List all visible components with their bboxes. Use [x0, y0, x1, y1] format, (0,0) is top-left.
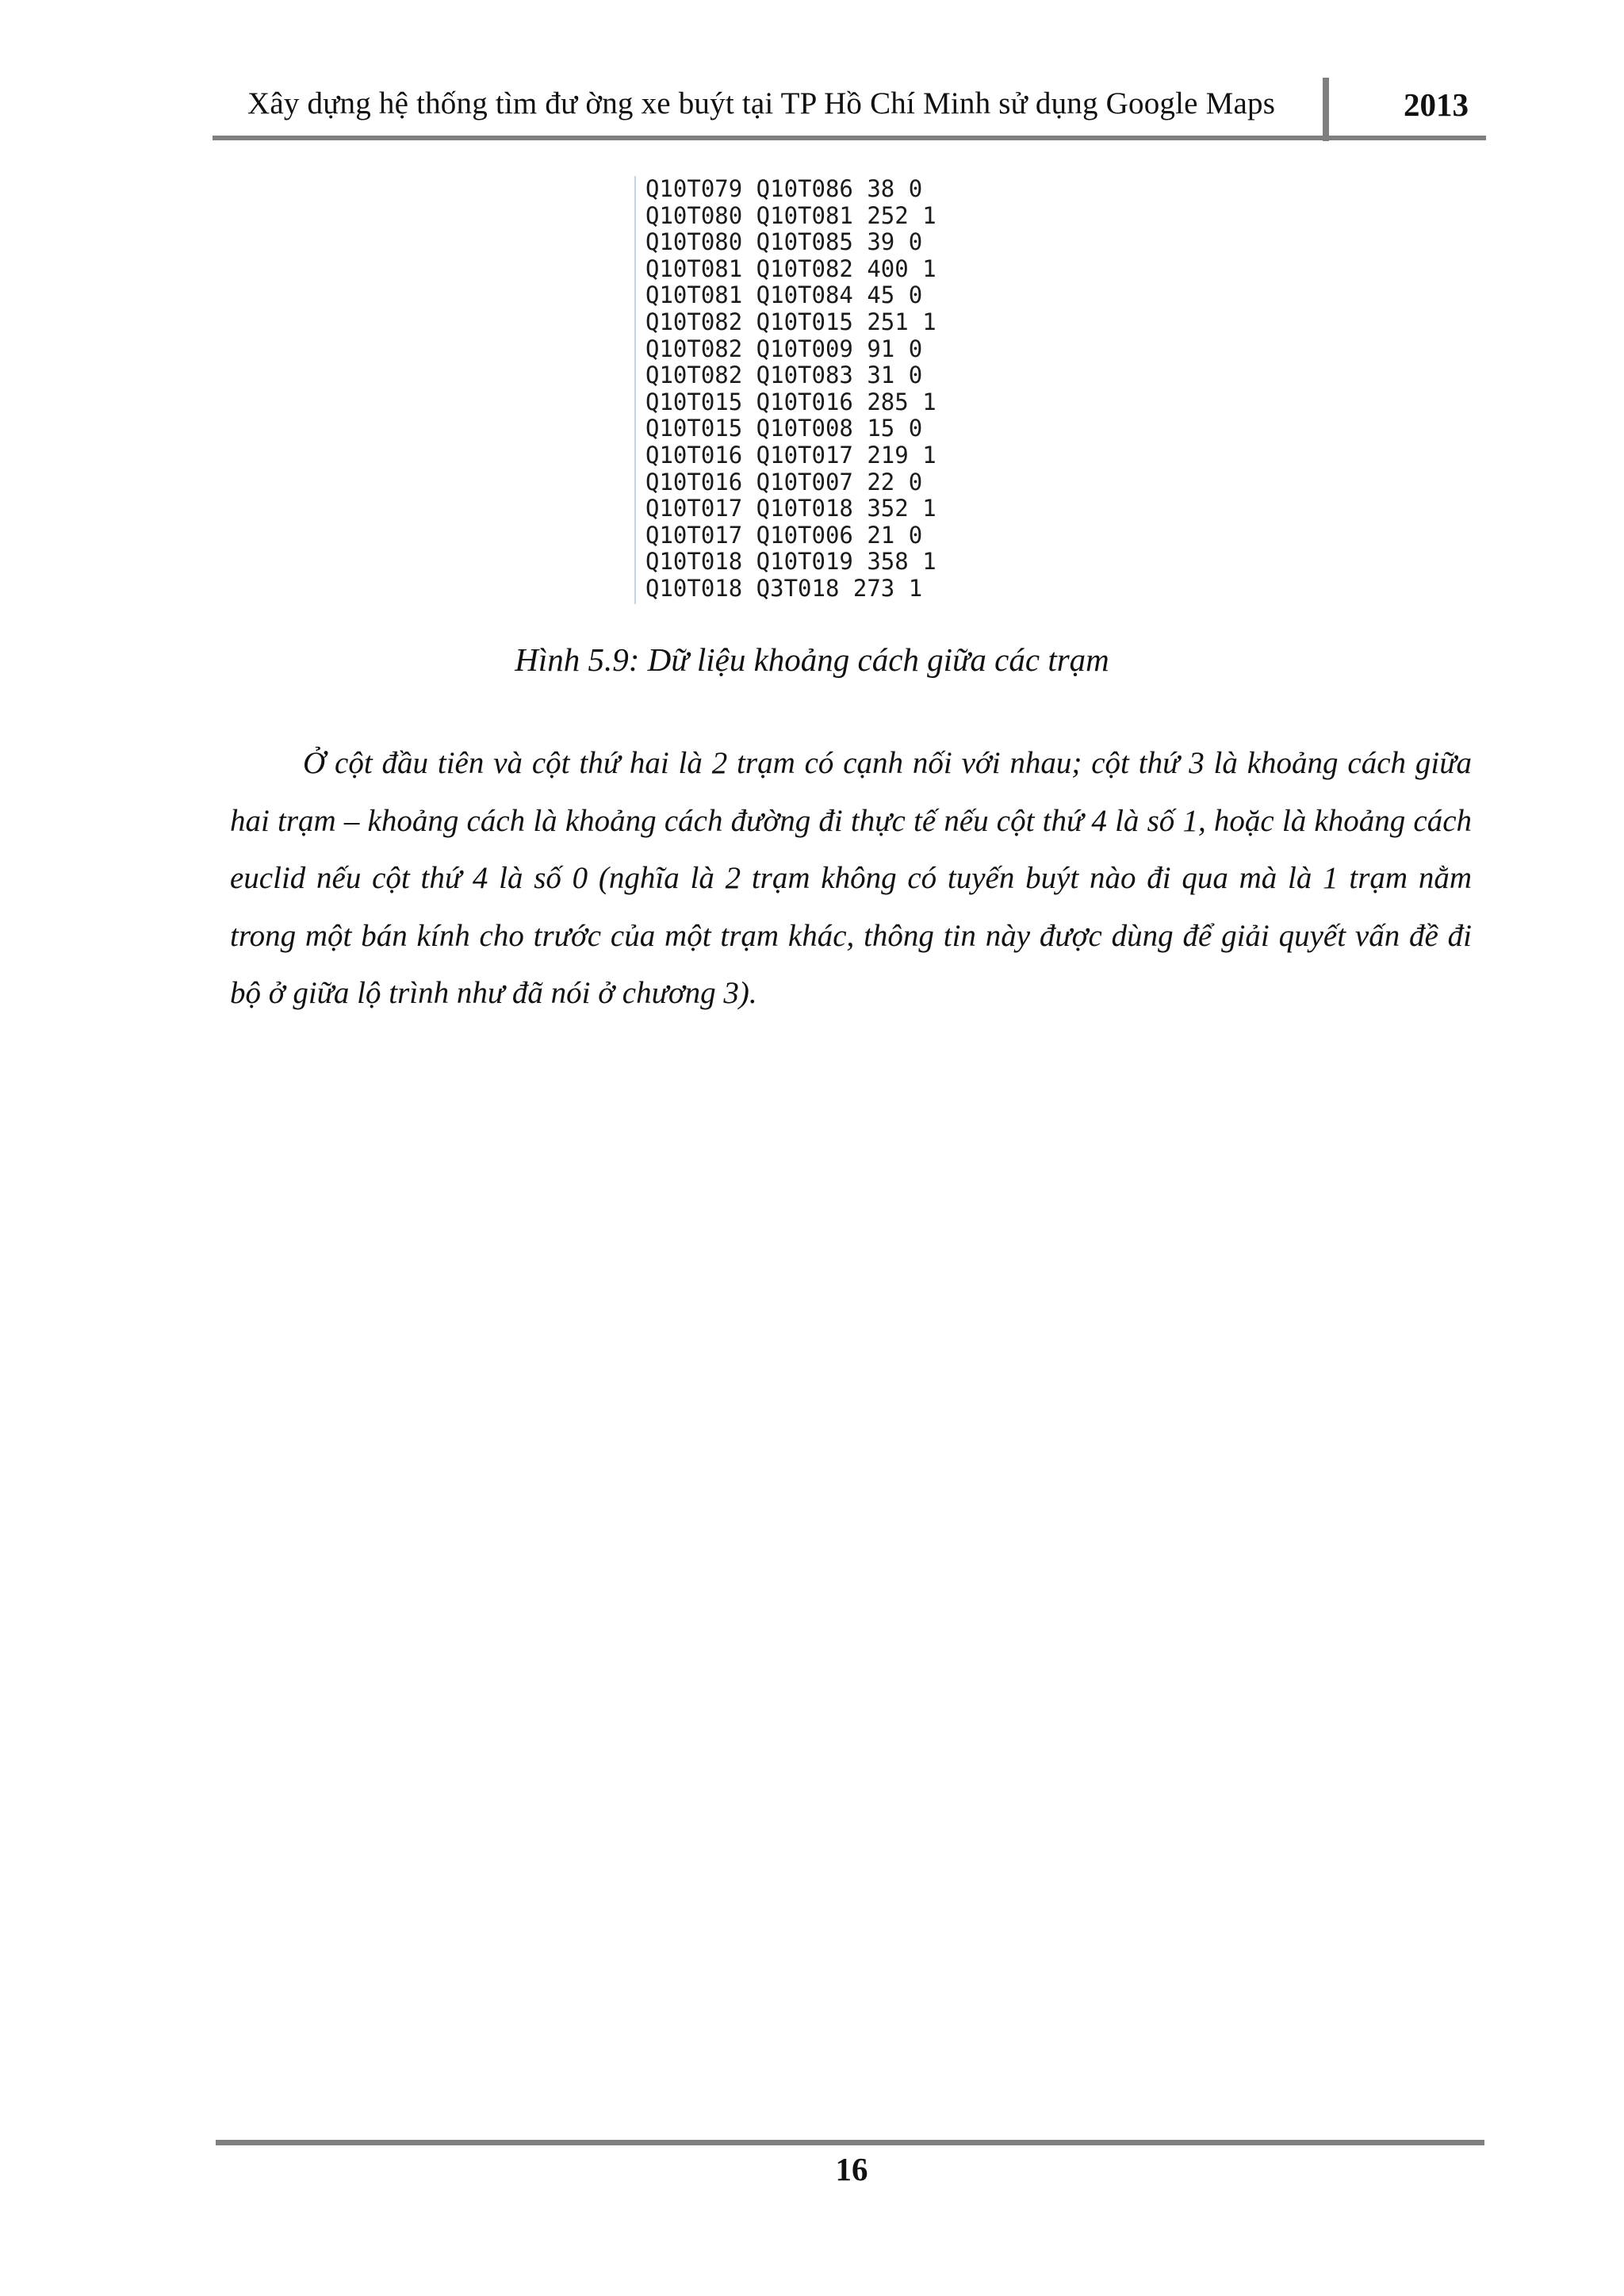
- data-line: Q10T081 Q10T082 400 1: [645, 254, 936, 282]
- data-line: Q10T017 Q10T006 21 0: [645, 521, 923, 549]
- data-line: Q10T080 Q10T081 252 1: [645, 201, 936, 229]
- header-separator: [1323, 78, 1329, 141]
- header-rule: [213, 136, 1486, 140]
- data-line: Q10T016 Q10T017 219 1: [645, 441, 936, 469]
- data-line: Q10T015 Q10T008 15 0: [645, 415, 923, 442]
- data-line: Q10T080 Q10T085 39 0: [645, 228, 923, 256]
- body-paragraph: Ở cột đầu tiên và cột thứ hai là 2 trạm có cạnh nối với nhau; cột thứ 3 là khoảng cách giữa hai trạm – khoảng cách là khoảng cách đường đi thực tế nếu cột thứ 4 là số 1, hoặc là khoảng cách euclid nếu cột thứ 4 là số 0 (nghĩa là 2 trạm không có tuyến buýt nào đi qua mà là 1 trạm nằm trong một bán kính cho trước của một trạm khác, thông tin này được dùng để giải quyết vấn đề đi bộ ở giữa lộ trình như đã nói ở chương 3).: [230, 746, 1472, 1010]
- data-line: Q10T079 Q10T086 38 0: [645, 175, 923, 202]
- data-line: Q10T018 Q3T018 273 1: [645, 574, 923, 602]
- figure-caption: Hình 5.9: Dữ liệu khoảng cách giữa các trạm: [515, 641, 1109, 678]
- data-line: Q10T016 Q10T007 22 0: [645, 468, 923, 496]
- footer-rule: [216, 2140, 1484, 2145]
- page-header-year: 2013: [1404, 86, 1469, 123]
- data-line: Q10T017 Q10T018 352 1: [645, 495, 936, 522]
- data-line: Q10T082 Q10T083 31 0: [645, 362, 923, 389]
- page-number: 16: [835, 2151, 868, 2187]
- data-line: Q10T018 Q10T019 358 1: [645, 548, 936, 576]
- data-line: Q10T081 Q10T084 45 0: [645, 281, 923, 309]
- page-header-title: Xây dựng hệ thống tìm đư ờng xe buýt tại TP Hồ Chí Minh sử dụng Google Maps: [247, 86, 1276, 121]
- data-line: Q10T015 Q10T016 285 1: [645, 388, 936, 415]
- data-line: Q10T082 Q10T015 251 1: [645, 308, 936, 335]
- distance-data-figure: [634, 176, 1001, 604]
- data-line: Q10T082 Q10T009 91 0: [645, 335, 923, 362]
